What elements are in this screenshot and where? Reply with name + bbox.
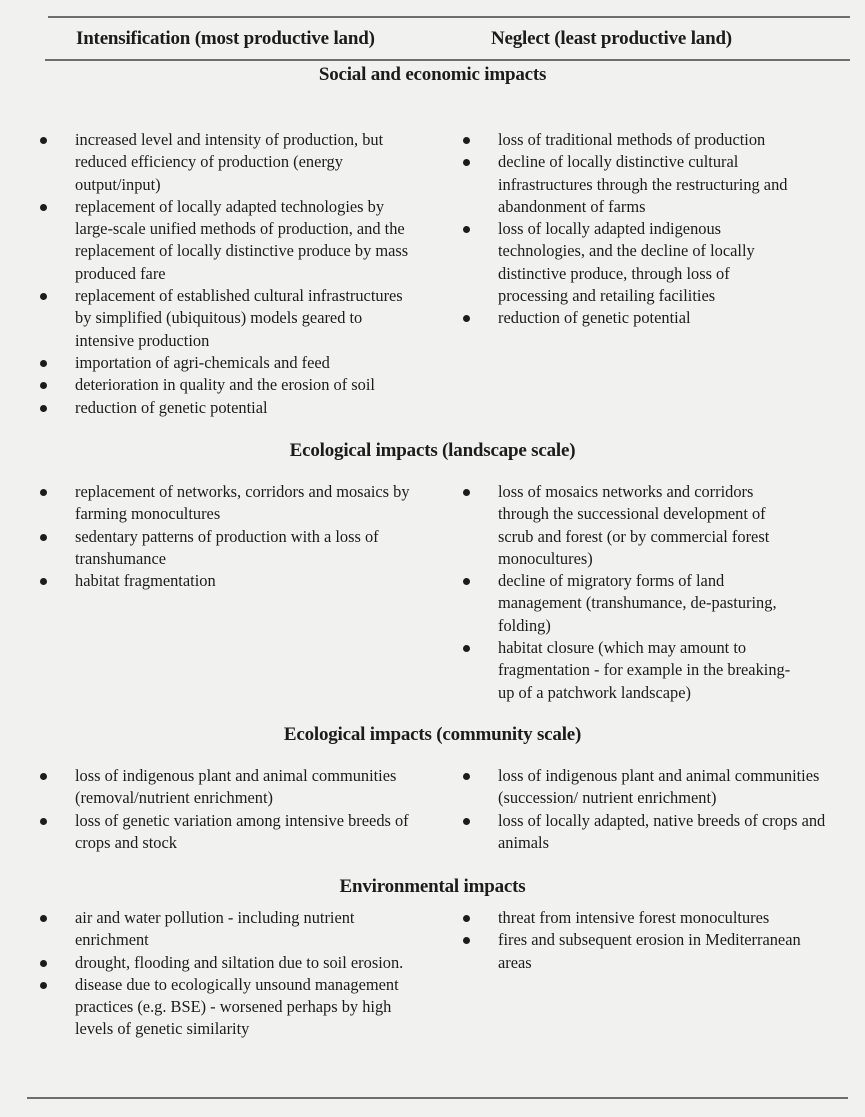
section-title-social-economic: Social and economic impacts	[318, 64, 547, 85]
list-item: loss of indigenous plant and animal communities (removal/nutrient enrichment)	[37, 765, 437, 810]
list-item: air and water pollution - including nutrient enrichment	[37, 907, 422, 952]
list-item: replacement of established cultural infrastructures by simplified (ubiquitous) models geared to intensive production	[37, 285, 417, 352]
list-item: loss of mosaics networks and corridors through the successional development of scrub and forest (or by commercial forest monocultures)	[460, 481, 805, 570]
neglect-social-list	[460, 129, 800, 330]
bottom-rule	[27, 1097, 848, 1099]
list-item: habitat closure (which may amount to fragmentation - for example in the breaking-up of a patchwork landscape)	[460, 637, 805, 704]
list-item: loss of locally adapted, native breeds of crops and animals	[460, 810, 860, 855]
list-item: drought, flooding and siltation due to soil erosion.	[37, 952, 422, 974]
list-item: importation of agri-chemicals and feed	[37, 352, 417, 374]
list-item: increased level and intensity of production, but reduced efficiency of production (energy output/input)	[37, 129, 417, 196]
list-item: reduction of genetic potential	[460, 307, 800, 329]
list-item: decline of locally distinctive cultural infrastructures through the restructuring and abandonment of farms	[460, 151, 800, 218]
section-title-environmental: Environmental impacts	[339, 876, 526, 897]
column-header-neglect: Neglect (least productive land)	[491, 28, 732, 49]
list-item: sedentary patterns of production with a loss of transhumance	[37, 526, 427, 571]
list-item: loss of indigenous plant and animal communities (succession/ nutrient enrichment)	[460, 765, 860, 810]
neglect-environmental-list	[460, 907, 830, 974]
column-header-intensification: Intensification (most productive land)	[76, 28, 375, 49]
list-item: replacement of networks, corridors and mosaics by farming monocultures	[37, 481, 427, 526]
list-item: reduction of genetic potential	[37, 397, 417, 419]
header-rule	[45, 59, 850, 61]
list-item: loss of genetic variation among intensive breeds of crops and stock	[37, 810, 437, 855]
list-item: decline of migratory forms of land management (transhumance, de-pasturing, folding)	[460, 570, 805, 637]
section-title-community: Ecological impacts (community scale)	[283, 724, 582, 745]
list-item: fires and subsequent erosion in Mediterranean areas	[460, 929, 830, 974]
list-item: habitat fragmentation	[37, 570, 427, 592]
neglect-community-list	[460, 765, 860, 854]
list-item: replacement of locally adapted technologies by large-scale unified methods of production, and the replacement of locally distinctive produce by mass produced fare	[37, 196, 417, 285]
neglect-landscape-list	[460, 481, 805, 704]
section-title-landscape: Ecological impacts (landscape scale)	[289, 440, 576, 461]
list-item: deterioration in quality and the erosion of soil	[37, 374, 417, 396]
list-item: loss of locally adapted indigenous technologies, and the decline of locally distinctive produce, through loss of processing and retailing facilities	[460, 218, 800, 307]
list-item: threat from intensive forest monocultures	[460, 907, 830, 929]
intensification-social-list	[37, 129, 417, 419]
list-item: disease due to ecologically unsound management practices (e.g. BSE) - worsened perhaps by high levels of genetic similarity	[37, 974, 422, 1041]
top-rule	[48, 16, 850, 18]
intensification-environmental-list	[37, 907, 422, 1041]
intensification-landscape-list	[37, 481, 427, 592]
list-item: loss of traditional methods of production	[460, 129, 800, 151]
intensification-community-list	[37, 765, 437, 854]
